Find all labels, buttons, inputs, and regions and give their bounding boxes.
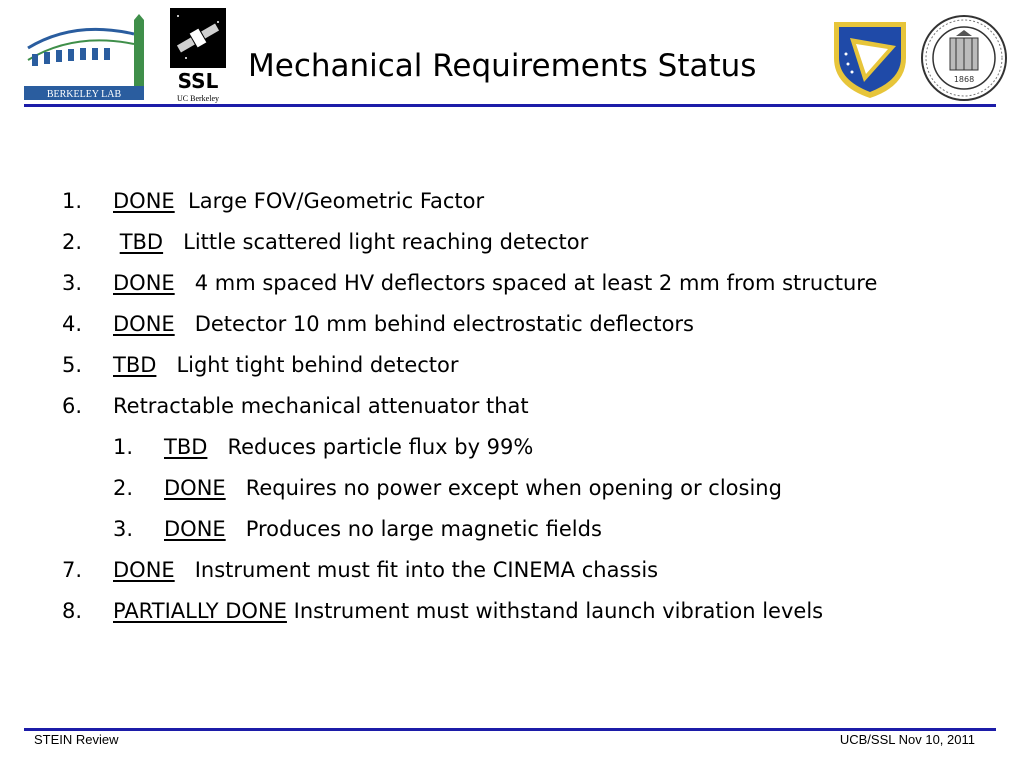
status-badge: TBD [119,230,164,254]
item-body [113,222,588,263]
status-badge: DONE [113,558,175,582]
requirement-item [62,386,1002,427]
status-badge: TBD [113,353,157,377]
status-badge: DONE [113,271,175,295]
item-number: 7. [62,558,83,582]
item-number: 2. [62,230,83,254]
requirement-subitem [62,509,1002,550]
university-of-california-seal [920,14,1008,102]
ssl-satellite-logo [168,8,228,104]
item-body [164,509,602,550]
requirement-item [62,304,1002,345]
requirement-subitem [62,468,1002,509]
berkeley-lab-logo-text: BERKELEY LAB [46,89,122,100]
item-body [113,591,823,632]
item-text: Little scattered light reaching detector [183,230,589,254]
item-text: Instrument must fit into the CINEMA chassis [194,558,659,582]
header-divider [24,104,996,107]
requirement-item [62,345,1002,386]
item-body [113,304,694,345]
item-text: Instrument must withstand launch vibration levels [293,599,824,623]
footer-right-text: UCB/SSL Nov 10, 2011 [839,732,975,747]
item-body [113,550,658,591]
requirement-item [62,591,1002,632]
slide-header [0,0,1024,106]
requirement-item [62,550,1002,591]
requirement-item [62,181,1002,222]
afrl-shield-logo [826,16,914,100]
requirement-item [62,222,1002,263]
item-text: Large FOV/Geometric Factor [188,189,485,213]
item-body [113,263,877,304]
status-badge: PARTIALLY DONE [113,599,287,623]
item-body [113,181,484,222]
item-number: 3. [62,271,83,295]
item-body [113,386,529,427]
item-text: 4 mm spaced HV deflectors spaced at least 2 mm from structure [194,271,878,295]
item-number: 1. [113,435,134,459]
berkeley-lab-logo [24,14,160,102]
item-number: 1. [62,189,83,213]
slide-title: Mechanical Requirements Status [248,48,757,84]
item-text: Requires no power except when opening or closing [245,476,782,500]
footer-divider [24,728,996,731]
status-badge: TBD [164,435,208,459]
item-text: Produces no large magnetic fields [245,517,602,541]
item-number: 8. [62,599,83,623]
item-number: 3. [113,517,134,541]
status-badge: DONE [113,312,175,336]
ssl-logo-text: SSL [177,69,219,93]
item-number: 5. [62,353,83,377]
item-text: Light tight behind detector [176,353,459,377]
item-text: Detector 10 mm behind electrostatic deflectors [194,312,695,336]
requirement-item [62,263,1002,304]
item-body [113,345,459,386]
item-body [164,427,533,468]
item-number: 6. [62,394,83,418]
item-number: 2. [113,476,134,500]
status-badge: DONE [164,476,226,500]
item-body [164,468,782,509]
ssl-logo-subtext: UC Berkeley [177,94,219,103]
seal-year: 1868 [953,75,975,84]
item-text: Reduces particle flux by 99% [227,435,534,459]
requirements-list [62,181,1002,632]
item-text: Retractable mechanical attenuator that [113,394,529,418]
item-number: 4. [62,312,83,336]
status-badge: DONE [113,189,175,213]
requirement-subitem [62,427,1002,468]
footer-left-text: STEIN Review [34,732,119,747]
status-badge: DONE [164,517,226,541]
